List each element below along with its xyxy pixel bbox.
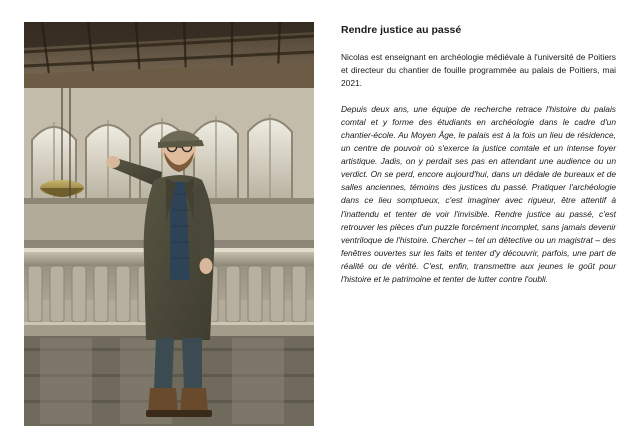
- text-column: [341, 24, 616, 286]
- page-title: Rendre justice au passé: [341, 24, 462, 36]
- body-paragraph: Depuis deux ans, une équipe de recherche retrace l'histoire du palais comtal et y forme des étudiants en archéologie dans le cadre d'un chantier-école. Au Moyen Âge, le palais est à la fois un lieu de résidence, un centre de pouvoir où s'exerce la justice comtale et un intense foyer artistique. Jadis, on y perdait ses pas en attendant une audience ou un verdict. On se perd, encore aujourd'hui, dans un dédale de bureaux et de salles anciennes, témoins des justices du passé. Pratiquer l'archéologie dans ce lieu somptueux, c'est imaginer avec rigueur, être attentif à l'inattendu et tenter de voir l'invisible. Rendre justice au passé, c'est retrouver les pièces d'un puzzle forcément incomplet, sans jamais devenir ventriloque de l'histoire. Chercher – tel un détective ou un magistrat – des fenêtres ouvertes sur les faits et tenter d'y découvrir, parfois, une part de réalité ou de vérité. C'est, enfin, transmettre aux jeunes le goût pour l'histoire et le patrimoine et tenter de lutter contre l'oubli.: [341, 103, 616, 285]
- intro-paragraph: Nicolas est enseignant en archéologie médiévale à l'université de Poitiers et directeur du chantier de fouille programmée au palais de Poitiers, mai 2021.: [341, 51, 616, 88]
- photograph: [24, 22, 314, 426]
- photo-illustration: [24, 22, 314, 426]
